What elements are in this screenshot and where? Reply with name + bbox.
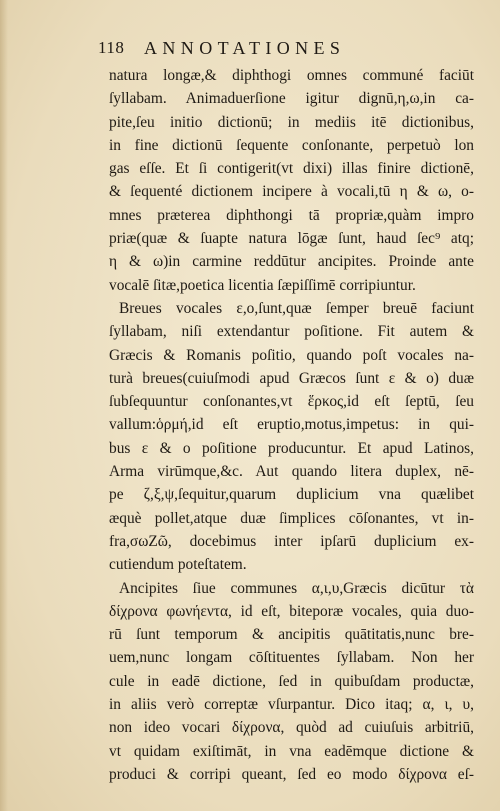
text-line: vallum:ὁρμή,id eſt eruptio,motus,impetus: in qui- [109, 416, 474, 434]
page-edge-shadow [0, 0, 8, 811]
text-line: æquè pollet,atque duæ ſimplices cōſonantes, vt in- [109, 509, 474, 527]
text-line: cutiendum poteſtatem. [109, 556, 247, 574]
page-header [98, 38, 478, 62]
text-line: Breues vocales ε,ο,ſunt,quæ ſemper breuē faciunt [119, 299, 474, 317]
text-line: rū ſunt temporum & ancipitis quātitatis,nunc bre- [109, 626, 474, 644]
text-line: natura longæ,& diphthogi omnes communé faciūt [109, 67, 474, 84]
text-line: gas eſſe. Et ſi contigerit(vt dixi) illas finire dictionē, [109, 160, 474, 178]
text-line: ſyllabam, niſi extendantur poſitione. Fit autem & [109, 323, 474, 341]
text-line: bus ε & ο poſitione producuntur. Et apud Latinos, [109, 439, 474, 457]
text-line: in fine dictionū ſequente conſonante, perpetuò lon [109, 136, 474, 154]
text-line: Græcis & Romanis poſitio, quando poſt vocales na- [109, 346, 474, 364]
text-line: non ideo vocari δίχρονα, quòd ad cuiuſuis arbitriū, [109, 719, 474, 737]
text-line: vt quidam exiſtimāt, in vna eadēmque dictione & [109, 742, 474, 760]
page-number: 118 [98, 38, 125, 57]
text-line: δίχρονα φωνήεντα, id eſt, biteporæ vocales, quia duo- [109, 602, 474, 620]
text-line: turà breues(cuiuſmodi apud Græcos ſunt ε & ο) duæ [109, 369, 474, 387]
text-line: & ſequenté dictionem incipere à vocali,tū η & ω, o- [109, 183, 474, 201]
text-line: fra,σωΖῶ, docebimus inter ipſarū duplicium ex- [109, 532, 474, 550]
body-text [109, 64, 474, 786]
text-line: uem,nunc longam cōſtituentes ſyllabam. Non her [109, 649, 474, 667]
text-line: in aliis verò correptæ vſurpantur. Dico itaq; α, ι, υ, [109, 696, 474, 714]
text-line: produci & corripi queant, ſed eo modo δίχρονα eſ- [109, 765, 474, 783]
text-line: ſubſequuntur conſonantes,vt ἕρκος,id eſt ſeptū, ſeu [109, 393, 474, 411]
text-line: vocalē ſitæ,poetica licentia ſæpiſſimē corripiuntur. [109, 276, 416, 294]
text-line: priæ(quæ & ſuapte natura lōgæ ſunt, haud ſec⁹ atq; [109, 230, 474, 248]
text-line: η & ω)in carmine reddūtur ancipites. Proinde ante [109, 253, 474, 271]
text-line: pe ζ,ξ,ψ,ſequitur,quarum duplicium vna quælibet [109, 486, 474, 504]
text-line: pite,ſeu initio dictionū; in mediis itē dictionibus, [109, 113, 474, 131]
text-line: cule in eadē dictione, ſed in quibuſdam productæ, [109, 672, 474, 690]
text-line: mnes præterea diphthongi tā propriæ,quàm impro [109, 206, 474, 224]
text-line: Arma virūmque,&c. Aut quando litera duplex, nē- [109, 463, 474, 481]
text-line: ſyllabam. Animaduerſione igitur dignū,η,ω,in ca- [109, 90, 474, 108]
running-head: ANNOTATIONES [144, 38, 346, 58]
text-line: Ancipites ſiue communes α,ι,υ,Græcis dicūtur τὰ [119, 579, 474, 597]
